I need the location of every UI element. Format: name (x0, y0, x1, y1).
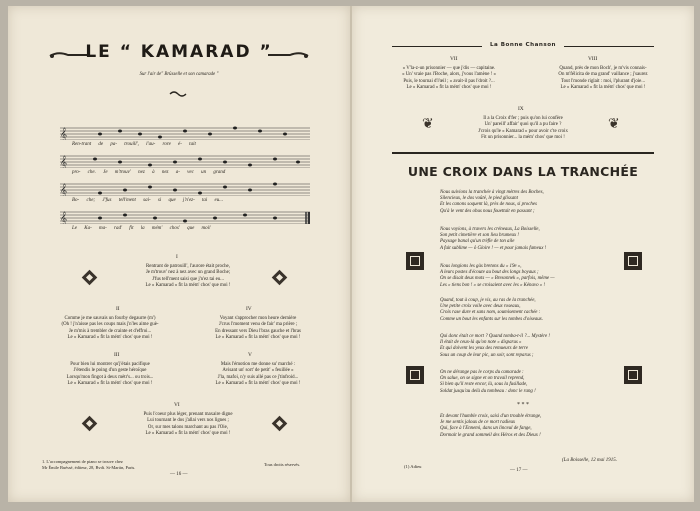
right-page (352, 6, 694, 502)
stanza-text: Comme je me sauvais un fourby degaurre (m') (Oh ! j'n'aisse pas les coups mais j'n'les aime guè- Je m'mis à trembler de crainte et d'effroi... Le « Kamarad » fit la mém' chos' que moi ! (61, 316, 159, 341)
poem-stanza: Et devant l'humble croix, saisi d'un trouble étrange, Je me sentis jaloux de ce mort radieux Qui, face à l'Ennemi, dans un linceul de fange, Dormait le grand sommeil des Héros et des Dieux ! (440, 414, 542, 438)
section-rule (392, 152, 654, 154)
stanza-text: Il a la Croix d'fer ; puis qu'on lui confère Un' pareill' affair' quoi qu'il a pu faire ? J'crois qu'le « Kamarad » pour avoir c'te croix Fit un prisonnier... la mém' chos' que moi ! (478, 116, 568, 141)
stanza-text: Pour bien lui montrer qu'j'étais pacifique J'étendis le poing d'un geste héroïque Lorsqu'mon fingot à deux mètr's... ou trois... Le « Kamarad » fit la mém' chos' que moi ! (66, 362, 154, 387)
footnote: 1. L'accompagnement de piano se trouve chez Mr Émile Buéssé, éditeur, 28, Bvdt. St-Martin, Paris. (42, 459, 136, 470)
poem-title: UNE CROIX DANS LA TRANCHÉE (407, 164, 639, 179)
svg-text:𝄞: 𝄞 (60, 155, 68, 168)
diamond-ornament-icon (82, 416, 98, 432)
stanza-number: V (248, 352, 252, 358)
song-title: LE “ KAMARAD ” (85, 42, 273, 62)
svg-text:𝄞: 𝄞 (60, 183, 68, 196)
square-ornament-icon (406, 366, 424, 384)
svg-text:𝄞: 𝄞 (60, 211, 68, 224)
music-staff-1 (60, 126, 310, 140)
lyric-line-1: Ren-trant de pa- trouill', l'au- rore é- tait (72, 142, 196, 147)
stanza-number: VI (174, 402, 180, 408)
stanza-number: II (116, 306, 120, 312)
square-ornament-icon (624, 252, 642, 270)
stanza-text: Rentrant de patrouill', l'aurore était proche, Je m'trouv' nez à nez avec un grand Boche; J'fus tell'ment saisi que j'n'ez tai eu... Le « Kamarad » fit la mém' chos' que moi ! (145, 264, 231, 289)
stars-separator: * * * (517, 402, 529, 408)
lyric-line-3: Bo- che; J'fus tell'ment sai- si que j'n'ez- tai eu... (72, 198, 224, 203)
header-rule (564, 46, 654, 47)
poem-stanza: Nous voyions, à travers les créneaux, La Boisselle, Son petit cimetière et son lieu brumeux ! Paysage banal qu'un trèfle de ton aile A fait sublime — ô Gloire ! — et pour jamais fameux ! (440, 227, 547, 251)
stanza-text: « V'la-z-un prisonnier — que j'dis — capitaine. « Un' vraie pas l'Boche, alors, j'vous l'amène ! » Puis, le tournai d'l'œil ; « avait-il pas l'droit ?... Le « Kamarad » fit la mém' chos' que moi ! (402, 66, 496, 91)
music-staff-3 (60, 182, 310, 196)
stanza-number: IX (518, 106, 524, 112)
diamond-ornament-icon (82, 270, 98, 286)
stanza-text: Quand, près de mon Boch', je m'vis connais- On m'félicita de ma grand' vaillance ; j'saurez Tout l'monde riglait : moi, l'plurant d'joie... Le « Kamarad » fit la mém' chos' que moi ! (558, 66, 648, 91)
svg-text:𝄞: 𝄞 (60, 127, 68, 140)
poem-signature: (La Boisselle, 12 mai 1915. (562, 458, 617, 463)
leaf-ornament-icon: ❦ (608, 117, 620, 132)
leaf-ornament-icon: ❦ (422, 117, 434, 132)
poem-stanza: Nous longions les gàs bretons du « 19e », A leurs postes d'écoute au bout des longs boyaux ; On se disait deux mots — « Bresonnek », parfois, même — Les « tiens bon ! » se croisaient avec les « Kénavo » ! (440, 264, 555, 288)
music-staff-4 (60, 210, 310, 224)
poem-stanza: Nous suivions la tranchée à vingt mètres des Boches, Silencieux, le dos voûté, le pied glissant Et les canons soquent là, près de nous, si proches Qu'à le vent des obus nous fouettait en passant ; (440, 190, 544, 214)
stanza-text: Puis l'coeur plus léger, prenant maxaire digne Lui tournant le dos j'allai vers nos lignes ; Or, sur mes talons marchant au pas l'Oie, Le « Kamarad » fit la mém' chos' que moi ! (143, 412, 233, 437)
page-number: — 16 — (170, 472, 188, 477)
stanza-number: III (114, 352, 120, 358)
stanza-text: Voyant s'approcher mon heure dernière J'crus l'moment venu de fair' ma prière ; En dressant vers Dieu l'bras gauche et l'bras Le « Kamarad » fit la mém' chos' que moi ! (215, 316, 301, 341)
lyric-line-2: pro- che. Je m'trouv' nez à nez a- vec un grand (72, 170, 226, 175)
stanza-text: Mais l'émotion me donne su' marché : Avisant un' sort' de petit' « feuillée » J'la, mafoi, n'y suis allé pas ce j'tinfroid... Le « Kamarad » fit la mém' chos' que moi ! (215, 362, 301, 387)
lyric-line-4: Le Ka- ma- rad' fit la mém' chos' que moi! (72, 226, 211, 231)
stanza-number: VIII (588, 56, 598, 62)
title-ornament-right-icon (266, 50, 310, 60)
music-staff-2 (60, 154, 310, 168)
rights-note: Tous droits réservés. (264, 462, 301, 467)
square-ornament-icon (624, 366, 642, 384)
diamond-ornament-icon (272, 270, 288, 286)
running-header: La Bonne Chanson (489, 42, 557, 48)
swirl-ornament-icon (168, 90, 190, 98)
stanza-number: VII (450, 56, 458, 62)
poem-stanza: Quand, tout à coup, je vis, au ras de la tranchée, Une petite croix voile avec deux roseaux, Croix rase dure et sans nom, soumisement cachée : Comme un bout les enfants sur les tombes d'oiseaux. (440, 298, 544, 322)
page-number: — 17 — (510, 468, 528, 473)
stanza-number: I (176, 254, 178, 260)
square-ornament-icon (406, 252, 424, 270)
song-subtitle: Sur l'air de" Brûsselle et son camarade " (139, 72, 219, 77)
left-page (8, 6, 350, 502)
diamond-ornament-icon (272, 416, 288, 432)
stanza-number: IV (246, 306, 252, 312)
poem-stanza: On ne dérange pas le corps du camarade : On salue, on se signe et on travail reprend, Si bien qu'il reste encor, là, sous la fusillade, Soldat jusqu'au delà du tombeau : donc le rang ! (440, 370, 536, 394)
footnote: (1) Adieu (404, 464, 422, 469)
poem-stanza: Qui donc était ce mort ? Quand tomba-t-il ?... Mystère ! Il était de ceux-là qu'on note « disparus » Et qui doivent les yeux des remueurs de terre Sous un coup de leur pic, un soir, sont reparus ; (440, 334, 550, 358)
